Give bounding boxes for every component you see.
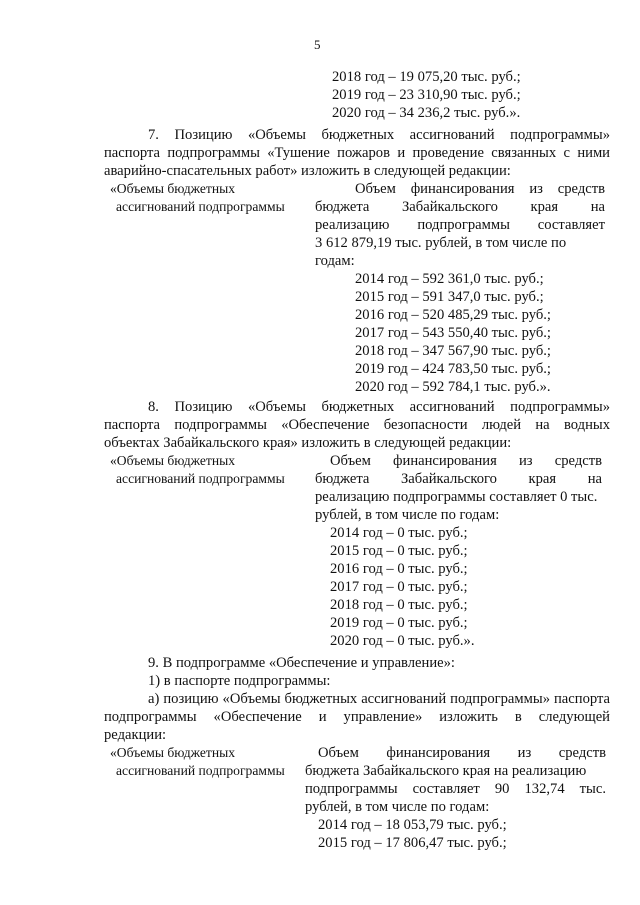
item9-body-line: подпрограммы составляет 90 132,74 тыс.	[305, 781, 606, 797]
item8-intro-line: паспорта подпрограммы «Обеспечение безопасности людей на водных	[104, 417, 610, 433]
year-line: 2015 год – 591 347,0 тыс. руб.;	[355, 289, 544, 305]
item7-intro-line: 7. Позицию «Объемы бюджетных ассигнований подпрограммы»	[148, 127, 610, 143]
item7-body-line: бюджета Забайкальского края на	[315, 199, 605, 215]
item7-body-line: Объем финансирования из средств	[355, 181, 605, 197]
year-line: 2017 год – 543 550,40 тыс. руб.;	[355, 325, 551, 341]
year-line: 2020 год – 592 784,1 тыс. руб.».	[355, 379, 551, 395]
year-line: 2019 год – 23 310,90 тыс. руб.;	[332, 87, 521, 103]
year-line: 2020 год – 0 тыс. руб.».	[330, 633, 475, 649]
year-line: 2019 год – 424 783,50 тыс. руб.;	[355, 361, 551, 377]
year-line: 2018 год – 19 075,20 тыс. руб.;	[332, 69, 521, 85]
item9-body-line: рублей, в том числе по годам:	[305, 799, 490, 815]
year-line: 2014 год – 0 тыс. руб.;	[330, 525, 468, 541]
year-line: 2014 год – 592 361,0 тыс. руб.;	[355, 271, 544, 287]
item9-heading: 9. В подпрограмме «Обеспечение и управление»:	[148, 655, 455, 671]
item8-intro-line: 8. Позицию «Объемы бюджетных ассигнований подпрограммы»	[148, 399, 610, 415]
item7-body-line: 3 612 879,19 тыс. рублей, в том числе по	[315, 235, 567, 251]
item8-label-line: ассигнований подпрограммы	[116, 471, 285, 486]
year-line: 2018 год – 0 тыс. руб.;	[330, 597, 468, 613]
item8-body-line: рублей, в том числе по годам:	[315, 507, 500, 523]
item8-body-line: бюджета Забайкальского края на	[315, 471, 602, 487]
year-line: 2019 год – 0 тыс. руб.;	[330, 615, 468, 631]
year-line: 2016 год – 0 тыс. руб.;	[330, 561, 468, 577]
item8-label-line: «Объемы бюджетных	[110, 453, 236, 468]
item9-label-line: «Объемы бюджетных	[110, 745, 236, 760]
year-line: 2014 год – 18 053,79 тыс. руб.;	[318, 817, 507, 833]
year-line: 2015 год – 17 806,47 тыс. руб.;	[318, 835, 507, 851]
item9-label-line: ассигнований подпрограммы	[116, 763, 285, 778]
item7-intro-line: паспорта подпрограммы «Тушение пожаров и проведение связанных с ними	[104, 145, 610, 161]
item9-body-line: Объем финансирования из средств	[318, 745, 606, 761]
item8-body-line: реализацию подпрограммы составляет 0 тыс.	[315, 489, 598, 505]
item7-body-line: реализацию подпрограммы составляет	[315, 217, 605, 233]
year-line: 2016 год – 520 485,29 тыс. руб.;	[355, 307, 551, 323]
item8-intro-line: объектах Забайкальского края» изложить в следующей редакции:	[104, 435, 512, 451]
item8-body-line: Объем финансирования из средств	[330, 453, 602, 469]
item9-sub1: 1) в паспорте подпрограммы:	[148, 673, 331, 689]
item7-body-line: годам:	[315, 253, 355, 269]
item7-intro-line: аварийно-спасательных работ» изложить в следующей редакции:	[104, 163, 511, 179]
item9-suba-line: подпрограммы «Обеспечение и управление» изложить в следующей	[104, 709, 610, 725]
item9-suba-line: а) позицию «Объемы бюджетных ассигнований подпрограммы» паспорта	[148, 691, 610, 707]
item7-label-line: «Объемы бюджетных	[110, 181, 236, 196]
item9-body-line: бюджета Забайкальского края на реализацию	[305, 763, 587, 779]
item9-suba-line: редакции:	[104, 727, 167, 743]
year-line: 2020 год – 34 236,2 тыс. руб.».	[332, 105, 521, 121]
year-line: 2015 год – 0 тыс. руб.;	[330, 543, 468, 559]
year-line: 2017 год – 0 тыс. руб.;	[330, 579, 468, 595]
page-number: 5	[314, 37, 321, 52]
year-line: 2018 год – 347 567,90 тыс. руб.;	[355, 343, 551, 359]
item7-label-line: ассигнований подпрограммы	[116, 199, 285, 214]
